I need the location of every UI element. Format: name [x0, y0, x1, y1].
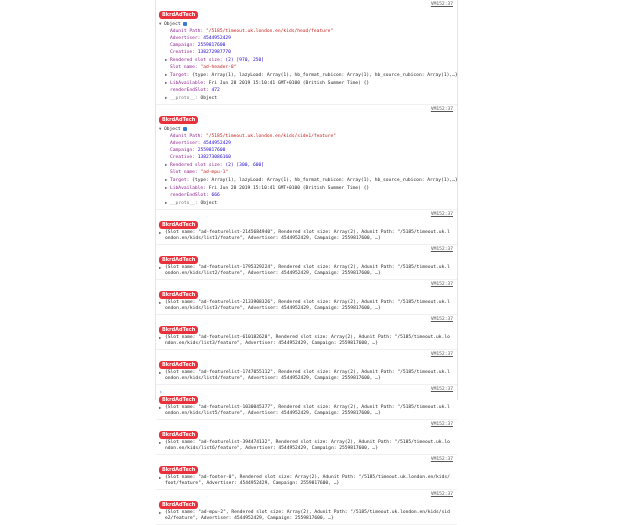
- property-row: Slot name: "ad-header-0": [170, 65, 237, 70]
- expand-triangle-icon: ▶: [159, 510, 162, 515]
- source-link[interactable]: VM152:37: [430, 282, 453, 287]
- object-summary[interactable]: ▶ {Slot name: "ad-featurelist-2133908326", Rendered slot size: Array(2), Adunit Path: "/5185/timeout.uk.l: [159, 300, 450, 305]
- property-row: Creative: 138273086160: [170, 155, 231, 160]
- console-entry: [156, 420, 457, 455]
- console-entry: [156, 490, 457, 525]
- object-summary[interactable]: ▶ {Slot name: "ad-featurelist-1030045377", Rendered slot size: Array(2), Adunit Path: "/5185/timeout.uk.l: [159, 405, 450, 410]
- expand-triangle-icon: ▶: [165, 200, 168, 205]
- object-summary[interactable]: ▶ {Slot name: "ad-mpu-2", Rendered slot size: Array(2), Adunit Path: "/5185/timeout.uk.london.en/kids/sid: [159, 510, 450, 515]
- console-entry: [156, 105, 457, 210]
- console-entry: [156, 0, 457, 105]
- object-summary-cont: foot/feature", Advertiser: 4544952429, Campaign: 2559817600, …}: [165, 481, 340, 486]
- expand-triangle-icon: ▶: [165, 95, 168, 100]
- property-row[interactable]: ▶ Rendered slot size: (2) [300, 600]: [165, 162, 265, 168]
- console-badge: BkrdAdTech: [159, 501, 198, 509]
- expand-triangle-icon[interactable]: ▼: [159, 21, 162, 26]
- console-entry: [156, 280, 457, 315]
- property-row: Campaign: 2559817600: [170, 148, 226, 153]
- expand-triangle-icon: ▶: [159, 370, 162, 375]
- source-link[interactable]: VM152:37: [430, 387, 453, 392]
- expand-triangle-icon: ▶: [159, 230, 162, 235]
- object-summary-cont: ondon.en/kids/list2/feature", Advertiser: 4544952429, Campaign: 2559817600, …}: [165, 271, 381, 276]
- info-icon: [183, 127, 187, 131]
- expand-triangle-icon: ▶: [159, 475, 162, 480]
- expand-triangle-icon: ▶: [159, 405, 162, 410]
- expand-triangle-icon: ▶: [165, 80, 168, 85]
- source-link[interactable]: VM152:37: [430, 107, 453, 112]
- source-link[interactable]: VM152:37: [430, 212, 453, 217]
- property-row: renderEndSlot: 472: [170, 88, 220, 93]
- info-icon: [183, 22, 187, 26]
- property-row: Adunit Path: "/5185/timeout.uk.london.en/kids/head/feature": [170, 29, 334, 34]
- object-summary[interactable]: ▶ {Slot name: "ad-featurelist-1747055112", Rendered slot size: Array(2), Adunit Path: "/5185/timeout.uk.l: [159, 370, 450, 375]
- expand-triangle-icon: ▶: [165, 72, 168, 77]
- object-summary[interactable]: ▶ {Slot name: "ad-featurelist-2145684940", Rendered slot size: Array(2), Adunit Path: "/5185/timeout.uk.l: [159, 230, 450, 235]
- source-link[interactable]: VM152:37: [430, 352, 453, 357]
- console-entry: [156, 350, 457, 385]
- console-entry: [156, 455, 457, 490]
- property-row: Campaign: 2559817600: [170, 43, 226, 48]
- source-link[interactable]: VM152:37: [430, 492, 453, 497]
- expand-triangle-icon: ▶: [165, 162, 168, 167]
- source-link[interactable]: VM152:37: [430, 457, 453, 462]
- console-entry: [156, 245, 457, 280]
- property-row: Slot name: "ad-mpu-1": [170, 170, 229, 175]
- console-badge: BkrdAdTech: [159, 221, 198, 229]
- property-row: Creative: 138272987770: [170, 50, 231, 55]
- console-prompt[interactable]: ›: [159, 389, 163, 396]
- source-link[interactable]: VM152:37: [430, 2, 453, 7]
- console-entry: [156, 385, 457, 420]
- console-entry: [156, 210, 457, 245]
- console-badge: BkrdAdTech: [159, 256, 198, 264]
- console-badge: BkrdAdTech: [159, 396, 198, 404]
- console-badge: BkrdAdTech: [159, 11, 198, 19]
- object-summary-cont: ndon.en/kids/list3/feature", Advertiser: 4544952429, Campaign: 2559817600, …}: [165, 341, 378, 346]
- property-row[interactable]: ▶ Target: {type: Array(1), lazyLoad: Array(1), hb_format_rubicon: Array(1), hb_source_rubicon: Array(1),…}: [165, 177, 458, 183]
- object-header[interactable]: ▼ Object: [159, 20, 457, 28]
- property-row: renderEndSlot: 666: [170, 193, 220, 198]
- console-entry: [156, 315, 457, 350]
- expand-triangle-icon: ▶: [165, 57, 168, 62]
- console-badge: BkrdAdTech: [159, 116, 198, 124]
- console-badge: BkrdAdTech: [159, 431, 198, 439]
- object-summary[interactable]: ▶ {Slot name: "ad-footer-0", Rendered slot size: Array(2), Adunit Path: "/5185/timeout.uk.london.en/kids/: [159, 475, 450, 480]
- property-row: Adunit Path: "/5185/timeout.uk.london.en/kids/side1/feature": [170, 134, 336, 139]
- property-row[interactable]: ▶ Rendered slot size: (2) [970, 250]: [165, 57, 265, 63]
- expand-triangle-icon: ▶: [159, 265, 162, 270]
- property-row: Advertiser: 4544952429: [170, 36, 231, 41]
- console-badge: BkrdAdTech: [159, 326, 198, 334]
- object-summary-cont: ondon.en/kids/list3/feature", Advertiser: 4544952429, Campaign: 2559817600, …}: [165, 306, 381, 311]
- object-summary-cont: e2/feature", Advertiser: 4544952429, Campaign: 2559817600, …}: [165, 516, 334, 521]
- object-header[interactable]: ▼ Object: [159, 125, 457, 133]
- console-badge: BkrdAdTech: [159, 291, 198, 299]
- object-summary-cont: ondon.en/kids/list5/feature", Advertiser: 4544952429, Campaign: 2559817600, …}: [165, 411, 381, 416]
- expand-triangle-icon: ▶: [159, 300, 162, 305]
- object-summary-cont: ondon.en/kids/list4/feature", Advertiser: 4544952429, Campaign: 2559817600, …}: [165, 376, 381, 381]
- property-row: Advertiser: 4544952429: [170, 141, 231, 146]
- property-row[interactable]: ▶ LibAvailable: Fri Jun 28 2019 15:10:41 GMT+0100 (British Summer Time) {}: [165, 185, 370, 191]
- source-link[interactable]: VM152:37: [430, 422, 453, 427]
- source-link[interactable]: VM152:37: [430, 317, 453, 322]
- console-badge: BkrdAdTech: [159, 361, 198, 369]
- object-summary[interactable]: ▶ {Slot name: "ad-featurelist-610182620", Rendered slot size: Array(2), Adunit Path: "/5185/timeout.uk.lo: [159, 335, 450, 340]
- object-summary-cont: ondon.en/kids/list1/feature", Advertiser: 4544952429, Campaign: 2559817600, …}: [165, 236, 381, 241]
- expand-triangle-icon: ▶: [165, 177, 168, 182]
- object-summary[interactable]: ▶ {Slot name: "ad-featurelist-394474132", Rendered slot size: Array(2), Adunit Path: "/5185/timeout.uk.lo: [159, 440, 450, 445]
- devtools-console: [155, 0, 458, 521]
- property-row[interactable]: ▶ __proto__: Object: [165, 95, 218, 101]
- object-summary[interactable]: ▶ {Slot name: "ad-featurelist-1795329224", Rendered slot size: Array(2), Adunit Path: "/5185/timeout.uk.l: [159, 265, 450, 270]
- property-row[interactable]: ▶ LibAvailable: Fri Jun 28 2019 15:10:41 GMT+0100 (British Summer Time) {}: [165, 80, 370, 86]
- source-link[interactable]: VM152:37: [430, 247, 453, 252]
- property-row[interactable]: ▶ Target: {type: Array(1), lazyLoad: Array(1), hb_format_rubicon: Array(1), hb_source_rubicon: Array(1),…}: [165, 72, 458, 78]
- expand-triangle-icon: ▶: [159, 335, 162, 340]
- console-badge: BkrdAdTech: [159, 466, 198, 474]
- expand-triangle-icon[interactable]: ▼: [159, 126, 162, 131]
- property-row[interactable]: ▶ __proto__: Object: [165, 200, 218, 206]
- expand-triangle-icon: ▶: [165, 185, 168, 190]
- object-summary-cont: ndon.en/kids/list6/feature", Advertiser: 4544952429, Campaign: 2559817600, …}: [165, 446, 378, 451]
- expand-triangle-icon: ▶: [159, 440, 162, 445]
